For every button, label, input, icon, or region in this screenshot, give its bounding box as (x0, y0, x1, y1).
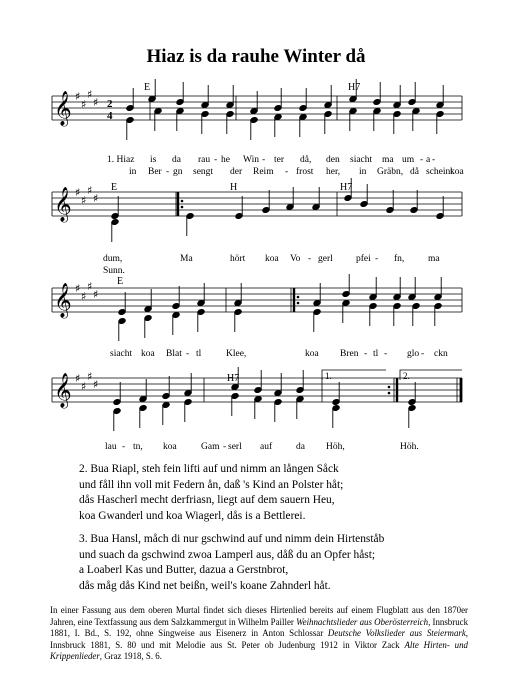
lyric-syllable: hört (230, 254, 246, 264)
notes-group (126, 79, 444, 140)
lyric-syllable: he (221, 155, 230, 165)
lyric-syllable: pfei (356, 254, 371, 264)
treble-clef-icon: 𝄞 (54, 91, 72, 126)
lyric-syllable: rau (198, 155, 211, 165)
lyric-syllable: - (421, 349, 425, 359)
note-book-title: Weihnachtslieder aus Oberösterreich (296, 616, 429, 627)
note-text: , Graz 1918, S. 6. (99, 651, 162, 662)
lyric-line (0, 349, 512, 361)
lyric-syllable: 1. Hiaz (107, 155, 135, 165)
lyric-syllable: lau (105, 442, 117, 452)
note-text: , Innsbruck 1881, I. Bd., S. 192, ohne Singweise aus Eisenerz in Anton Schlossar (50, 616, 469, 639)
svg-text:♯: ♯ (93, 192, 99, 205)
verse-line: koa Gwanderl und koa Wiagerl, dås is a Bettlerei. (79, 509, 306, 522)
source-note (50, 605, 468, 663)
lyric-syllable: Bren (340, 349, 359, 359)
verse-line: a Loaberl Kas und Butter, dazua a Gerstnbrot, (79, 564, 289, 577)
lyric-syllable: - (285, 167, 289, 177)
lyric-syllable: - (262, 155, 266, 165)
chord-symbol: H (230, 182, 238, 193)
verse-line: und fåll ihn voll mit Federn ån, daß 's Kind an Polster håt; (79, 478, 344, 491)
lyric-syllable: koa (141, 349, 155, 359)
lyric-line (0, 155, 512, 167)
lyric-syllable: - (364, 349, 368, 359)
svg-text:♯: ♯ (93, 378, 99, 391)
lyric-syllable: - (214, 155, 218, 165)
lyric-syllable: Höh, (326, 442, 345, 452)
lyric-syllable: Reim (253, 167, 274, 177)
lyric-syllable: tn, (133, 442, 143, 452)
lyric-syllable: der (230, 167, 243, 177)
staff-system-1 (0, 82, 512, 152)
verse-line: und suach da gschwind zwoa Lamperl aus, dåß du an Opfer håst; (79, 548, 376, 561)
note-text: , Innsbruck 1881, S. 80 und mit Melodie aus St. Peter ob Judenburg 1912 in Viktor Zack (50, 628, 469, 650)
chord-symbol: E (144, 82, 151, 93)
svg-text:♯: ♯ (87, 88, 93, 101)
svg-text:♯: ♯ (87, 280, 93, 293)
staff-system-2 (0, 178, 512, 248)
lyric-syllable: frost (296, 167, 314, 177)
lyric-syllable: ckn (434, 349, 448, 359)
song-title: Hiaz is da rauhe Winter då (146, 46, 366, 67)
lyric-syllable: scheint (426, 167, 453, 177)
chord-symbol: H7 (340, 182, 353, 193)
notes-group (118, 274, 442, 341)
lyric-syllable: - (308, 254, 312, 264)
lyric-syllable: koa (450, 167, 464, 177)
chord-symbol: H7 (348, 82, 361, 93)
lyric-syllable: sengt (193, 167, 214, 177)
note-text: In einer Fassung aus dem oberen Murtal findet sich dieses Hirtenlied bereits auf einem Flugblatt aus den 1870er Jahren, eine Textfassung aus dem Salzkammergut in Wilhelm Pailler (50, 605, 468, 627)
lyric-line (0, 254, 512, 266)
lyric-syllable: - (186, 349, 190, 359)
lyric-syllable: auf (260, 442, 273, 452)
note-book-title: Deutsche Volkslieder aus Steiermark (327, 628, 466, 639)
lyric-syllable: - (122, 442, 126, 452)
lyric-syllable: siacht (350, 155, 373, 165)
verse-line: dås Hascherl mecht derfriasn, liegt auf dem sauern Heu, (79, 494, 335, 507)
lyric-syllable: da (172, 155, 181, 165)
lyric-syllable: - (420, 155, 424, 165)
lyric-syllable: - (166, 167, 170, 177)
lyric-syllable: då, (300, 155, 312, 165)
verse-line: dås måg dås Kind net beißn, weil's koane Zahnderl håt. (79, 579, 331, 592)
verse-3 (79, 532, 384, 594)
lyric-syllable: a (426, 155, 431, 165)
lyric-syllable: ma (428, 254, 440, 264)
lyric-syllable: då (410, 167, 419, 177)
lyric-syllable: dum, (103, 254, 123, 264)
chord-symbol: E (111, 182, 118, 193)
time-signature-top: 2 (107, 98, 113, 110)
lyric-syllable: ma (382, 155, 394, 165)
chord-symbol: H7 (227, 373, 240, 384)
lyric-syllable: Klee, (226, 349, 247, 359)
notes-group (113, 367, 416, 431)
lyric-syllable: Blat (166, 349, 182, 359)
key-signature (75, 280, 98, 303)
chord-symbol: E (117, 276, 124, 287)
svg-text:♯: ♯ (81, 194, 87, 207)
svg-text:♯: ♯ (81, 290, 87, 303)
lyric-syllable: um (402, 155, 415, 165)
svg-text:♯: ♯ (81, 380, 87, 393)
lyric-syllable: is (150, 155, 157, 165)
volta-second: 2. (403, 371, 410, 381)
verse-line: 2. Bua Riapl, steh fein lifti auf und nimm an lången Såck (79, 463, 339, 475)
lyric-syllable: siacht (110, 349, 133, 359)
svg-text:♯: ♯ (93, 96, 99, 109)
staff-system-4 (0, 364, 512, 434)
lyric-syllable: den (326, 155, 340, 165)
lyric-syllable: Höh. (400, 442, 419, 452)
svg-text:♯: ♯ (81, 98, 87, 111)
lyric-line (0, 442, 512, 454)
lyric-syllable: - (223, 442, 227, 452)
svg-text:♯: ♯ (87, 370, 93, 383)
lyric-syllable: da (296, 442, 305, 452)
lyric-syllable: fn, (394, 254, 405, 264)
lyric-syllable: koa (163, 442, 177, 452)
svg-text:♯: ♯ (75, 372, 81, 385)
treble-clef-icon: 𝄞 (54, 373, 72, 408)
treble-clef-icon: 𝄞 (54, 187, 72, 222)
lyric-syllable: Gam (201, 442, 220, 452)
lyric-syllable: - (432, 155, 436, 165)
lyric-syllable: her, (326, 167, 341, 177)
svg-text:♯: ♯ (75, 282, 81, 295)
lyric-syllable: Vo (290, 254, 301, 264)
lyric-syllable: glo (407, 349, 420, 359)
key-signature (75, 88, 98, 111)
lyric-syllable: - (384, 349, 388, 359)
staff-system-3 (0, 274, 512, 344)
key-signature (75, 184, 98, 207)
lyric-syllable: gerl (318, 254, 333, 264)
svg-text:♯: ♯ (75, 186, 81, 199)
lyric-syllable: - (375, 254, 379, 264)
lyric-syllable: tl (373, 349, 379, 359)
key-signature (75, 370, 98, 393)
lyric-syllable: tl (196, 349, 202, 359)
svg-text:♯: ♯ (87, 184, 93, 197)
verse-2 (79, 462, 343, 524)
lyric-syllable: ter (274, 155, 285, 165)
volta-first: 1. (325, 371, 332, 381)
svg-text:♯: ♯ (75, 90, 81, 103)
lyric-syllable: Ma (180, 254, 193, 264)
lyric-syllable: Gräbn, (377, 167, 404, 177)
note-book-title: Alte Hirten- und Krippenlieder (50, 639, 468, 662)
lyric-syllable: Ber (148, 167, 162, 177)
verse-line: 3. Bua Hansl, måch di nur gschwind auf und nimm dein Hirtenståb (79, 533, 385, 545)
treble-clef-icon: 𝄞 (54, 283, 72, 318)
lyric-syllable: serl (228, 442, 242, 452)
lyric-syllable: Sunn. (103, 266, 125, 276)
lyric-syllable: Win (243, 155, 259, 165)
svg-text:♯: ♯ (93, 288, 99, 301)
lyric-syllable: gn (173, 167, 183, 177)
lyric-syllable: in (359, 167, 367, 177)
time-signature-bottom: 4 (107, 110, 113, 122)
lyric-syllable: koa (265, 254, 279, 264)
lyric-syllable: in (129, 167, 137, 177)
lyric-syllable: koa (305, 349, 319, 359)
